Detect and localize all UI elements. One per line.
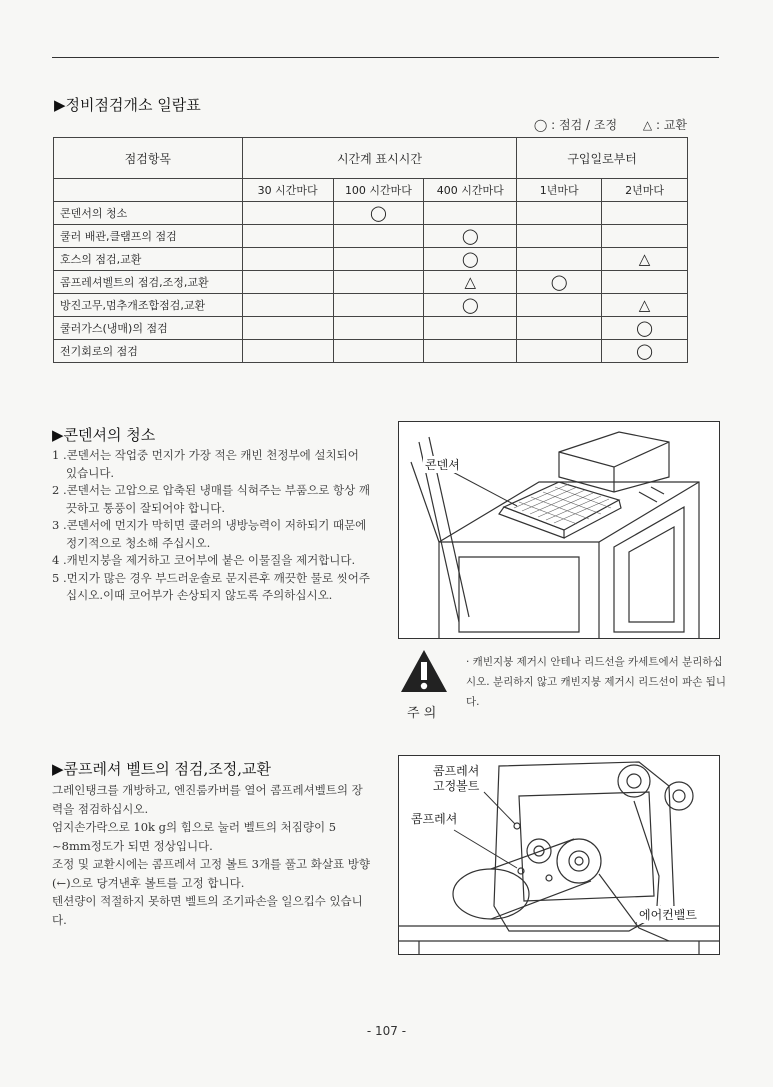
bolt-label <box>431 764 481 794</box>
row-mark <box>517 340 602 363</box>
row-mark: ◯ <box>333 202 424 225</box>
row-mark <box>333 248 424 271</box>
row-item: 방진고무,멈추개조합점검,교환 <box>54 294 243 317</box>
table-section-title: ▶정비점검개소 일람표 <box>54 96 201 114</box>
row-mark <box>242 202 333 225</box>
row-mark <box>242 340 333 363</box>
table-row <box>54 317 688 340</box>
table-row <box>54 202 688 225</box>
bolt-label-line2: 고정볼트 <box>433 779 480 793</box>
row-item: 쿨러가스(냉매)의 점검 <box>54 317 243 340</box>
table-row <box>54 248 688 271</box>
condenser-label: 콘덴셔 <box>425 458 460 472</box>
row-mark <box>602 271 688 294</box>
table-row <box>54 340 688 363</box>
row-mark: ◯ <box>424 225 517 248</box>
caution-block <box>399 648 449 721</box>
top-rule <box>52 57 719 58</box>
header-col: 400 시간마다 <box>424 179 517 202</box>
row-mark <box>602 225 688 248</box>
row-mark: ◯ <box>602 317 688 340</box>
row-mark: ◯ <box>424 294 517 317</box>
row-mark <box>242 294 333 317</box>
cabin-roof-illustration <box>399 422 719 638</box>
row-mark <box>242 248 333 271</box>
row-item: 쿨러 배관,클램프의 점검 <box>54 225 243 248</box>
row-mark: △ <box>602 248 688 271</box>
row-mark <box>424 202 517 225</box>
belt-paragraph: 텐션량이 적절하지 못하면 벨트의 조기파손을 일으킵수 있습니다. <box>52 894 363 927</box>
header-col: 100 시간마다 <box>333 179 424 202</box>
row-mark <box>517 317 602 340</box>
compressor-label: 콤프레셔 <box>411 812 458 826</box>
page-number: - 107 - <box>366 1024 407 1038</box>
legend-check: ◯ : 점검 / 조정 <box>533 118 618 132</box>
row-mark <box>333 317 424 340</box>
row-mark <box>333 225 424 248</box>
header-meter-group: 시간계 표시시간 <box>242 138 517 179</box>
row-item: 전기회로의 점검 <box>54 340 243 363</box>
header-item: 점검항목 <box>54 138 243 179</box>
row-mark: ◯ <box>602 340 688 363</box>
belt-paragraphs <box>52 781 370 929</box>
row-mark <box>333 340 424 363</box>
table-legend <box>530 116 687 133</box>
condenser-list <box>52 447 372 605</box>
row-mark <box>424 340 517 363</box>
header-col: 1년마다 <box>517 179 602 202</box>
table-row <box>54 225 688 248</box>
row-mark <box>242 271 333 294</box>
header-blank <box>54 179 243 202</box>
row-mark: ◯ <box>517 271 602 294</box>
row-mark: △ <box>602 294 688 317</box>
belt-paragraph: 엄지손가락으로 10k g의 힘으로 눌러 벨트의 처짐량이 5 ~8mm정도가 되면 정상입니다. <box>52 820 337 853</box>
belt-paragraph: 조정 및 교환시에는 콤프레셔 고정 볼트 3개를 풀고 화살표 방향(←)으로 당겨낸후 볼트를 고정 합니다. <box>52 857 370 890</box>
table-row <box>54 271 688 294</box>
header-purchase-group: 구입일로부터 <box>517 138 688 179</box>
row-mark: ◯ <box>424 248 517 271</box>
belt-figure <box>398 755 720 955</box>
warning-triangle-icon <box>399 648 449 700</box>
belt-paragraph: 그레인탱크를 개방하고, 엔진룸카버를 열어 콤프레셔벨트의 장력을 점검하십시오. <box>52 783 363 816</box>
row-mark <box>242 225 333 248</box>
caution-text: · 캐빈지붕 제거시 안테나 리드선을 카세트에서 분리하십시오. 분리하지 않고 캐빈지붕 제거시 리드선이 파손 됩니다. <box>466 656 726 708</box>
row-item: 콘덴서의 청소 <box>54 202 243 225</box>
row-mark <box>333 271 424 294</box>
row-mark <box>517 202 602 225</box>
inspection-table <box>53 137 688 363</box>
row-item: 콤프레셔벨트의 점검,조정,교환 <box>54 271 243 294</box>
list-item: 3 .콘덴서에 먼지가 막히면 쿨러의 냉방능력이 저하되기 때문에 정기적으로 청소해 주십시오. <box>52 518 367 550</box>
header-col: 2년마다 <box>602 179 688 202</box>
list-item: 5 .먼지가 많은 경우 부드러운솔로 문지른후 깨끗한 물로 씻어주십시오.이때 코어부가 손상되지 않도록 주의하십시오. <box>52 570 370 602</box>
row-mark <box>517 248 602 271</box>
row-mark <box>602 202 688 225</box>
row-mark <box>242 317 333 340</box>
row-mark: △ <box>424 271 517 294</box>
header-col: 30 시간마다 <box>242 179 333 202</box>
legend-replace: △ : 교환 <box>642 118 687 132</box>
row-mark <box>333 294 424 317</box>
condenser-figure <box>398 421 720 639</box>
aircon-belt-label: 에어컨밸트 <box>639 908 697 922</box>
condenser-title: ▶콘덴셔의 청소 <box>52 426 156 444</box>
list-item: 1 .콘덴서는 작업중 먼지가 가장 적은 캐빈 천정부에 설치되어 있습니다. <box>52 448 359 480</box>
row-mark <box>424 317 517 340</box>
caution-label: 주 의 <box>407 706 437 721</box>
row-item: 호스의 점검,교환 <box>54 248 243 271</box>
table-row <box>54 294 688 317</box>
row-mark <box>517 294 602 317</box>
bolt-label-line1: 콤프레셔 <box>433 764 480 778</box>
list-item: 2 .콘덴서는 고압으로 압축된 냉매를 식혀주는 부품으로 항상 깨끗하고 통풍이 잘되어야 합니다. <box>52 483 370 515</box>
list-item: 4 .캐빈지붕을 제거하고 코어부에 붙은 이물질을 제거합니다. <box>52 553 356 567</box>
belt-title: ▶콤프레셔 벨트의 점검,조정,교환 <box>52 760 271 778</box>
row-mark <box>517 225 602 248</box>
